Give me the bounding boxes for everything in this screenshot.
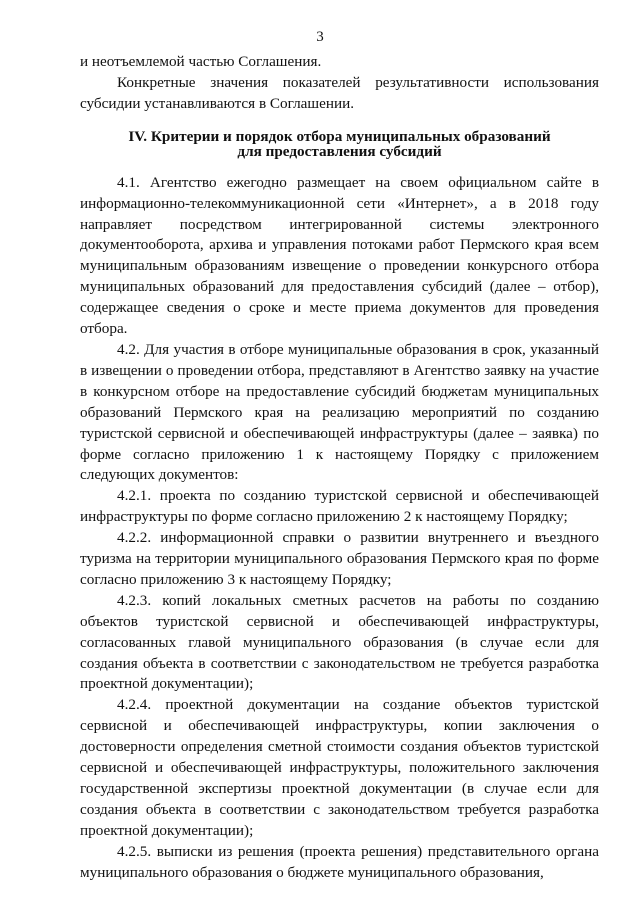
paragraph-4-2-2: 4.2.2. информационной справки о развитии внутреннего и въездного туризма на территории муниципального образования Пермского края по форме согласно приложению 3 к настоящему Порядку;: [80, 529, 599, 588]
section-heading: [80, 129, 599, 159]
page-number: 3: [316, 29, 324, 45]
paragraph-4-2: 4.2. Для участия в отборе муниципальные образования в срок, указанный в извещении о проведении отбора, представляют в Агентство заявку на участие в конкурсном отборе на предоставление субсидий бюджетам муниципальных образований Пермского края на реализацию мероприятий по созданию туристской сервисной и обеспечивающей инфраструктуры (далее – заявка) по форме согласно приложению 1 к настоящему Порядку с приложением следующих документов:: [80, 340, 599, 484]
document-body: [80, 52, 599, 884]
section-heading-line-1: IV. Критерии и порядок отбора муниципальных образований: [128, 127, 551, 145]
paragraph-4-2-4: 4.2.4. проектной документации на создание объектов туристской сервисной и обеспечивающей инфраструктуры, копии заключения о достоверности определения сметной стоимости создания объектов туристской сервисной и обеспечивающей инфраструктуры, положительного заключения государственной экспертизы проектной документации (в случае если для создания объекта в соответствии с законодательством требуется разработка проектной документации);: [80, 696, 599, 839]
paragraph-indicator-values: Конкретные значения показателей результативности использования субсидии устанавливаются в Соглашении.: [80, 73, 599, 112]
paragraph-intro-continuation: и неотъемлемой частью Соглашения.: [80, 53, 322, 70]
paragraph-4-2-3: 4.2.3. копий локальных сметных расчетов на работы по созданию объектов туристской сервисной и обеспечивающей инфраструктуры, согласованных главой муниципального образования (в случае если для создания объекта в соответствии с законодательством не требуется разработка проектной документации);: [80, 591, 599, 693]
paragraph-4-2-1: 4.2.1. проекта по созданию туристской сервисной и обеспечивающей инфраструктуры по форме согласно приложению 2 к настоящему Порядку;: [80, 487, 599, 526]
paragraph-4-1: 4.1. Агентство ежегодно размещает на своем официальном сайте в информационно-телекоммуникационной сети «Интернет», а в 2018 году направляет посредством интегрированной системы электронного документооборота, архива и управления потоками работ Пермского края всем муниципальным образованиям извещение о проведении конкурсного отбора муниципальных образований для предоставления субсидий (далее – отбор), содержащее сведения о сроке и месте приема документов для проведения отбора.: [80, 173, 599, 338]
paragraph-4-2-5: 4.2.5. выписки из решения (проекта решения) представительного органа муниципального образования о бюджете муниципального образования,: [80, 842, 599, 881]
section-heading-line-2: для предоставления субсидий: [237, 142, 442, 160]
